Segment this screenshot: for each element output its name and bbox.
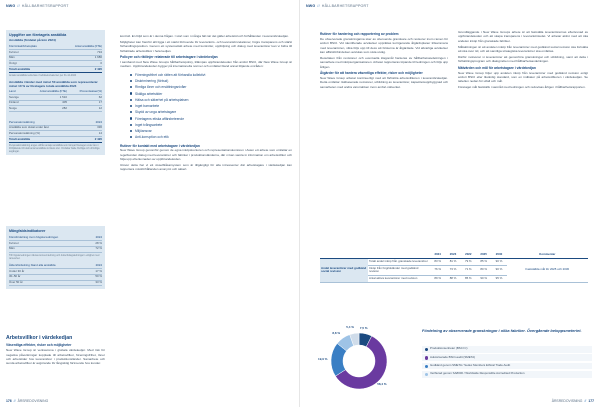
employees-by-country-title: Anställda i länder med minst 50 anställda som representerar minst 10 % av företagets totala anställda 2024 — [9, 79, 98, 88]
policies-heading: Policyer och riktlinjer relaterade till arbetstagare i värdekedjan — [120, 55, 218, 60]
value-chain-heading: Arbetsvillkor i värdekedjan — [6, 335, 73, 341]
running-header-right: NWG // HÅLLBARHETSRAPPORT — [306, 4, 369, 8]
table-row: Övrigt 0 — [9, 60, 102, 65]
table-row: Kvinnor 28 % — [9, 240, 102, 245]
reporting-routines-heading: Rutiner för hantering och rapportering av problem — [320, 32, 399, 36]
paragraph: I samband med New Wave Groups hållbarhetspolicy, tillämpas uppförandekoden från amfori BSCI, där New Wave Group är medlem. Uppförandekoden bygger på internationella normer och omfattar bland annat följande områden: — [120, 59, 292, 69]
list-item: Inget tvångsarbete — [130, 122, 292, 128]
table-row: Män 1 686 — [9, 55, 102, 60]
list-item: Inget barnarbete — [130, 103, 292, 109]
age-distribution-table: Åldersfördelning bland alla anställda 2024 Under 30 år 17 % 30–50 år 50 % Över 50 år 33 % — [9, 263, 102, 285]
donut-slice-label: 58,4 % — [377, 381, 387, 386]
paragraph: Målsättningen är att andelen inköp från leverantörer med godkänd social revision ska fortsätta att öka över tid, och att samtliga strategiska leverantörer ska omfattas. — [458, 44, 588, 54]
list-item: Skydd av unga arbetstagare — [130, 109, 292, 115]
paragraph: De observerade granskningarna sker av oberoende granskare och revisorer inom ramen för amfori BSCI. Vid identifierade avvikelser upprättas korrigerande åtgärdsplaner tillsammans med leverantören, vilka följs upp till dess att bristerna är åtgärdade. Vid allvarliga avvikelser kan affärsförbindelsen avslutas som sista utväg. — [320, 36, 448, 55]
legend-item: Auktoriserade BSCI-audit (SMETA) — [422, 354, 592, 361]
middle-column — [120, 34, 292, 173]
table-row: Andel leverantörer med godkänd social revision Totalt andel inköp från granskade leverantörer 83 % 81 % 79 % 85 % 90 % Fastställda mål för 2025 och 2030 — [320, 258, 588, 265]
paragraph: Utöver detta har vi ett visselblåsarsystem som är tillgängligt för alla intressenter där arbetstagare i värdekedjan kan rapportera missförhållanden anonymt och säkert. — [120, 163, 292, 172]
employees-by-country-table: Land Antal anställda (FTE) Procentsatser(%) Sverige 1 510 62 Finland 405 17 Norge 282 12 — [9, 89, 102, 111]
table-row: Över 50 år 33 % — [9, 280, 102, 285]
table-row: Finland 405 17 — [9, 100, 102, 105]
table-row: Kvinnor 734 — [9, 49, 102, 54]
legend-swatch — [425, 348, 428, 351]
table-row: Antal aktiva leverantörer med revision 89 % 88 % 85 % 90 % 95 % — [320, 276, 588, 283]
paragraph: Företaget mål fastställs i samråd med ledningen och redovisas årligen i hållbarhetsrapporten. — [458, 85, 586, 90]
legend-item: Verifierad genom SA8000 / Worldwide Responsible Accredited Production — [422, 371, 592, 378]
paragraph: kontroll. En följd som är i denna frågan. I stort som i många fall när det gäller arbetstid och förhållanden i leverantörskedjan. — [120, 34, 289, 38]
table-row: Totalt anställda 2 420 — [9, 66, 102, 71]
contact-routines-heading: Rutiner för kontakt med arbetstagare i värdekedjan — [120, 143, 200, 148]
table-row: Sverige 1 510 62 — [9, 94, 102, 99]
indicator-comment: Fastställda mål för 2025 och 2030 — [507, 258, 588, 282]
legend-item: Produktionsenheter (BSCI C) — [422, 346, 592, 353]
chart-title: Fördelning av observerade granskningar i olika fabriker. Övergående beloppsmeteriet. — [422, 328, 582, 333]
folio-right: ÅRSREDOVISNING // 177 — [551, 399, 594, 403]
donut-slice-label: 19,9 % — [318, 357, 328, 362]
diversity-box-title: Mångfaldsindikatorer — [9, 229, 46, 233]
indicator-label: Andel leverantörer med godkänd social revision — [320, 258, 368, 282]
metrics-heading: Mätvärden och mål för arbetstagare i värdekedjan — [458, 65, 536, 70]
list-item: Anti-korruption och etik — [130, 134, 292, 140]
diversity-note: Till högsta ledningen räknas koncernledning och dotterbolagsledningar i enlighet med ramverket. — [9, 253, 100, 260]
right-column-2 — [458, 30, 588, 91]
list-item: Företagens etiska affärsbeteende — [130, 116, 292, 122]
chart-legend — [422, 346, 592, 379]
paragraph: New Wave Group följer upp andelen inköp från leverantörer med godkänd revision enligt amfori BSCI eller likvärdig standard, som en indikator på arbetsvillkoren i värdekedjan. Se tabellen nedan för utfall och mål. — [458, 70, 588, 84]
table-row: Totalt anställda 2 420 — [9, 136, 102, 141]
legend-swatch — [425, 373, 428, 376]
list-item: Föreningsfrihet och rätten att förhandla kollektivt — [130, 72, 292, 78]
donut-slice-label: 7,5 % — [359, 325, 368, 330]
table-row: Personalomsättning 2024 — [9, 119, 102, 124]
table-row: Anställda som slutat under året 336 — [9, 125, 102, 130]
folio-left: 176 // ÅRSREDOVISNING — [6, 399, 49, 403]
table-row: 30–50 år 50 % — [9, 274, 102, 279]
list-item: Skäliga arbetstider — [130, 91, 292, 97]
table-row: Norge 282 12 — [9, 106, 102, 111]
value-chain-section — [6, 335, 105, 367]
paragraph: Möjligheter kan framför allt ligga i ett starkt förtroende för leverantörs- och leverantörsrelationer, högre transparens och stärkt förhandlingsposition. Genom ett systematiskt arbete med kontroller, uppföljning och dialog med leverantörer kan vi bidra till förbättrade arbetsvillkor i hela kedjan. — [120, 39, 292, 53]
paragraph: Grundläggande i New Wave Groups arbete är att fastställa leverantörernas efterlevnad av uppförandekoden och att skapa transparens i leverantörsledet. Vi arbetar aktivt med att öka andelen inköp från granskade fabriker. — [458, 30, 588, 43]
paragraph: New Wave Group genomför genom de egna inköpskontoren och representationskontoren i Asien ett arbete som omfattar en regelbunden dialog med leverantörer och fabriker i produktionsländerna, där vi kan samla in information om arbetsvillkor och följa upp efterlevnaden av uppförandekoden. — [120, 148, 292, 162]
table-row: Män 72 % — [9, 246, 102, 251]
turnover-note: Personalomsättning anges utifrån antalet anställda som lämnat företaget under året i förhållande till totalt antal anställda vid årets slut. Omfattar både frivilliga och ofrivilliga avgångar. — [9, 143, 100, 153]
management-gender-table: Könsfördelning inom högsta ledningen 2024 Kvinnor 28 % Män 72 % — [9, 235, 102, 251]
code-of-conduct-list — [130, 72, 292, 141]
value-chain-paragraph: New Wave Group är verksamma i globala värdekedjor. Med risk för negativa påverkningar kopplade till arbetsvillkor, föreningsfrihet, löner och arbetstider hos leverantörer i produktionsländer. Samarbete och sunda arbetsvillkor är avgörande för långsiktig förtroende hos kunder. — [6, 348, 105, 366]
value-chain-subheading: Väsentliga effekter, risker och möjligheter — [6, 343, 72, 348]
legend-swatch — [425, 356, 428, 359]
paragraph: Resultaten från revisioner och eventuella klagomål hanteras av hållbarhetsavdelningen i samarbete med inköpsorganisationen. Arbetet rapporteras löpande till ledningen och följs upp årligen. — [320, 55, 448, 69]
list-item: Hälsa och säkerhet på arbetsplatsen — [130, 97, 292, 103]
turnover-table — [9, 120, 102, 143]
diversity-box — [6, 226, 105, 289]
table-row: Under 30 år 17 % — [9, 268, 102, 273]
legend-swatch — [425, 365, 428, 368]
donut-slice-label: 5,4 % — [346, 325, 354, 330]
list-item: Rimliga löner och ersättningsnivåer — [130, 84, 292, 90]
actions-heading: Åtgärder för att hantera väsentliga effekter, risker och möjligheter — [320, 71, 423, 76]
table-row: Inköp från högriskländer med godkänd revision 76 % 73 % 71 % 80 % 90 % — [320, 265, 588, 276]
list-item: Diskriminering (förbud) — [130, 78, 292, 84]
paragraph: Därför motiverar vi leverantörer att genomföra granskningar och utbildning, samt att delta i förbättringsprogram och dialogmöten med hållbarhetsavdelningen. — [458, 54, 588, 64]
employees-note: Antalet anställda redovisas i heltidsekvivalenter per 31-12-2024 — [9, 73, 77, 77]
running-header-left: NWG // HÅLLBARHETSRAPPORT — [6, 4, 69, 8]
right-column-1 — [320, 30, 448, 91]
donut-slice-label: 8,8 % — [332, 331, 341, 336]
list-item: Miljöansvar — [130, 128, 292, 134]
employees-by-gender-table: Kön/Antal/Arbetsplats Antal anställda (FTE) Kvinnor 734 Män 1 686 Övrigt 0 Totalt anställda 2 420 — [9, 43, 102, 71]
table-row: Personalomsättning (%) 14 — [9, 131, 102, 136]
employees-box-title: Uppgifter om företagets anställda — [9, 33, 67, 37]
employees-box — [6, 30, 105, 155]
paragraph: New Wave Group arbetar kontinuerligt med att förbättra arbetsvillkoren i leverantörskedjan. Detta omfattar riskbaserade revisioner, utbildning av leverantörer, kapacitetsuppbyggnad och samarbeten med andra varumärken inom amfori-nätverket. — [320, 76, 448, 89]
legend-item: Godkänd genom SMETA / Sedex Members Ethical Trade Audit — [422, 363, 592, 370]
indicator-table: 2024 2023 2022 2025 2030 Kommentar Andel leverantörer med godkänd social revision Totalt andel inköp från granskade leverantörer 83 % 81 % 79 % 85 % 90 % Fastställda mål för 2025 och 2030 Inköp från högriskländer med godkänd revision 76 % 73 % 71 % 80 % 90 % Antal aktiva leverantörer med revision 89 % 88 % 85 % 90 % 95 % — [320, 252, 588, 283]
employees-by-gender-title: Anställda (fördelat på kön 2024) — [9, 38, 56, 43]
